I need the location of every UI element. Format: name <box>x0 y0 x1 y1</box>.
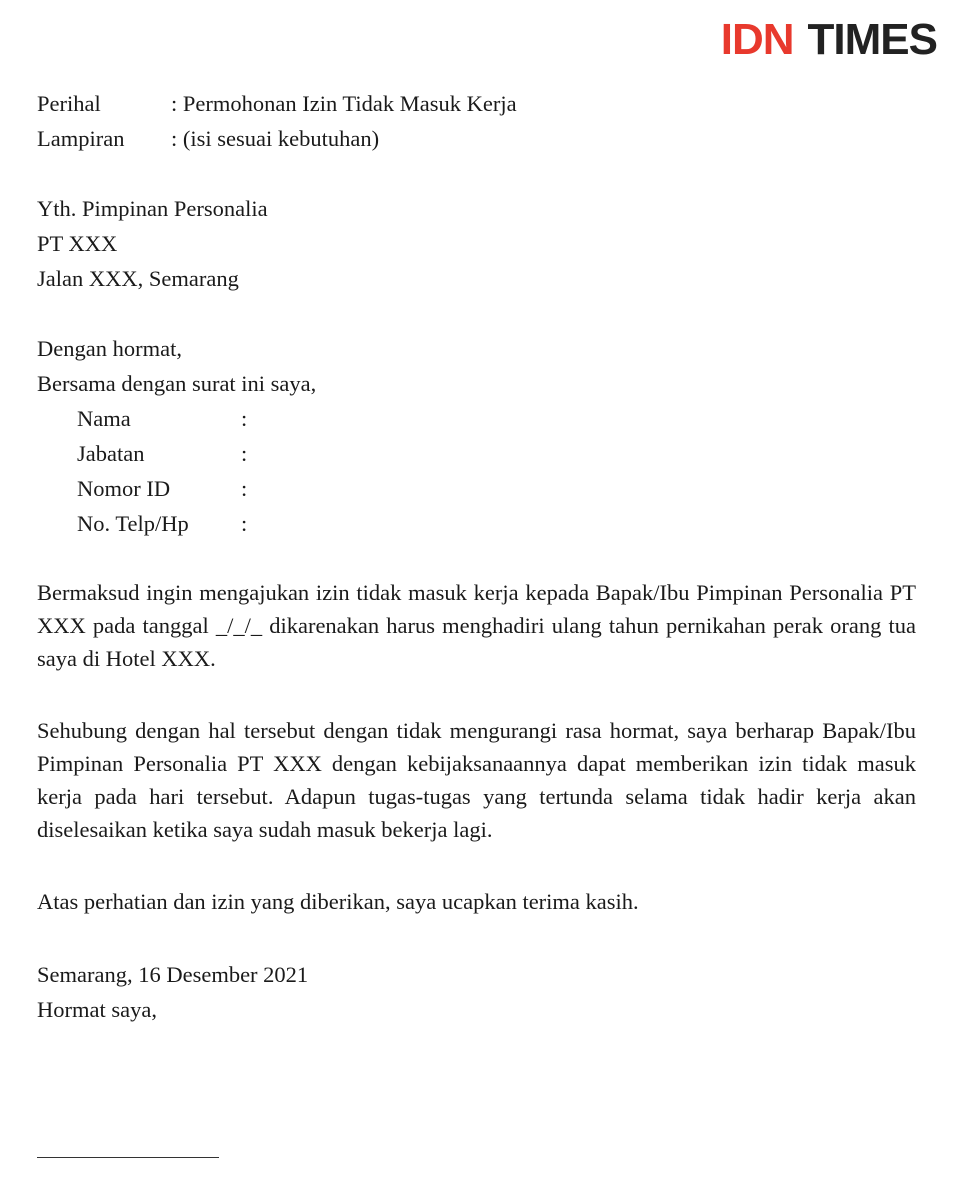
signature-line <box>37 1157 219 1158</box>
identity-row-nama <box>37 401 916 436</box>
letter-document <box>37 86 916 1027</box>
identity-colon: : <box>241 406 248 431</box>
identity-label: Nama <box>77 406 131 431</box>
closing-salutation: Hormat saya, <box>37 997 157 1022</box>
lampiran-label: Lampiran <box>37 126 125 151</box>
recipient-line-3: Jalan XXX, Semarang <box>37 266 239 291</box>
intro-line: Bersama dengan surat ini saya, <box>37 371 317 396</box>
identity-label: Nomor ID <box>77 476 171 501</box>
identity-label: No. Telp/Hp <box>77 511 189 536</box>
identity-label: Jabatan <box>77 441 145 466</box>
perihal-value: : Permohonan Izin Tidak Masuk Kerja <box>171 91 517 116</box>
logo-idn-text: IDN <box>720 15 794 64</box>
lampiran-value: : (isi sesuai kebutuhan) <box>171 126 380 151</box>
greeting: Dengan hormat, <box>37 336 182 361</box>
lampiran-row <box>37 121 916 156</box>
perihal-label: Perihal <box>37 91 101 116</box>
body-paragraph-1: Bermaksud ingin mengajukan izin tidak masuk kerja kepada Bapak/Ibu Pimpinan Personalia PT XXX pada tanggal _/_/_ dikarenakan harus menghadiri ulang tahun pernikahan perak orang tua saya di Hotel XXX. <box>37 580 916 671</box>
body-paragraph-3: Atas perhatian dan izin yang diberikan, saya ucapkan terima kasih. <box>37 889 639 914</box>
identity-row-jabatan <box>37 436 916 471</box>
identity-row-nomor-id <box>37 471 916 506</box>
perihal-row <box>37 86 916 121</box>
logo-times-text: TIMES <box>807 15 937 64</box>
identity-colon: : <box>241 511 248 536</box>
recipient-line-2: PT XXX <box>37 231 118 256</box>
place-date: Semarang, 16 Desember 2021 <box>37 962 309 987</box>
recipient-line-1: Yth. Pimpinan Personalia <box>37 196 268 221</box>
identity-row-telp <box>37 506 916 541</box>
idn-times-logo <box>721 14 937 66</box>
identity-colon: : <box>241 476 248 501</box>
identity-colon: : <box>241 441 248 466</box>
body-paragraph-2: Sehubung dengan hal tersebut dengan tidak mengurangi rasa hormat, saya berharap Bapak/Ibu Pimpinan Personalia PT XXX dengan kebijaksanaannya dapat memberikan izin tidak masuk kerja pada hari tersebut. Adapun tugas-tugas yang tertunda selama tidak hadir kerja akan diselesaikan ketika saya sudah masuk bekerja lagi. <box>37 718 916 842</box>
